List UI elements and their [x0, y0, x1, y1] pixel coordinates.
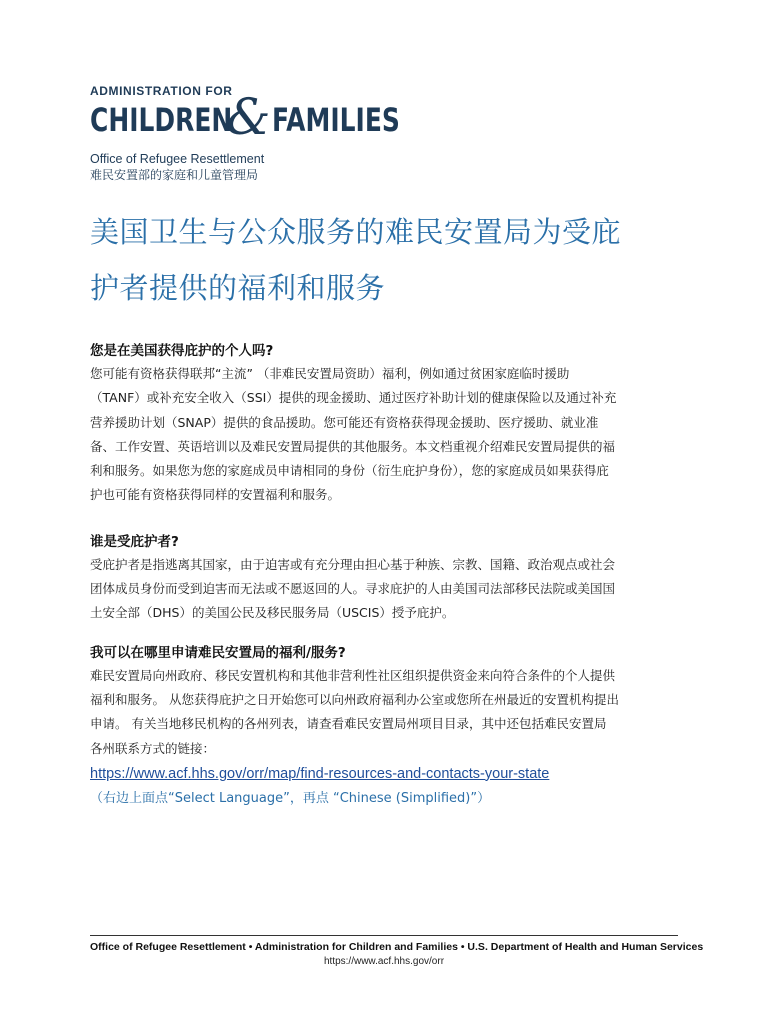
- logo-children-text: CHILDREN: [90, 101, 233, 139]
- logo-office-english: Office of Refugee Resettlement: [90, 152, 265, 166]
- section-paragraph: [90, 553, 684, 626]
- paragraph-line: 备、工作安置、英语培训以及难民安置局提供的其他服务。本文档重视介绍难民安置局提供的福: [90, 438, 616, 454]
- paragraph-line: 各州联系方式的链接：: [90, 740, 216, 756]
- paragraph-line: 您可能有资格获得联邦“主流” （非难民安置局资助）福利，例如通过贫困家庭临时援助: [90, 366, 570, 381]
- section-who-is-asylee: [90, 531, 684, 626]
- document-body: [90, 340, 684, 811]
- page-title-line-1: 美国卫生与公众服务的难民安置局为受庇: [90, 215, 622, 249]
- paragraph-line: 申请。 有关当地移民机构的各州列表，请查看难民安置局州项目目录，其中还包括难民安置局: [90, 716, 607, 732]
- state-resources-link[interactable]: https://www.acf.hhs.gov/orr/map/find-resources-and-contacts-your-state: [90, 765, 550, 782]
- paragraph-line: 受庇护者是指逃离其国家，由于迫害或有充分理由担心基于种族、宗教、国籍、政治观点或社会: [90, 556, 616, 572]
- paragraph-line: 护也可能有资格获得同样的安置福利和服务。: [90, 487, 341, 503]
- paragraph-line: （TANF）或补充安全收入（SSI）提供的现金援助、通过医疗补助计划的健康保险以及通过补充: [90, 390, 617, 406]
- paragraph-line: 福利和服务。 从您获得庇护之日开始您可以向州政府福利办公室或您所在州最近的安置机构提出: [90, 691, 619, 707]
- footer-divider: [90, 935, 678, 936]
- paragraph-line: 利和服务。如果您为您的家庭成员申请相同的身份（衍生庇护身份），您的家庭成员如果获得庇: [90, 463, 609, 479]
- section-asylee-individual: [90, 340, 684, 508]
- logo-office-chinese: 难民安置部的家庭和儿童管理局: [90, 168, 259, 182]
- paragraph-line: 团体成员身份而受到迫害而无法或不愿返回的人。寻求庇护的人由美国司法部移民法院或美国国: [90, 581, 616, 597]
- footer-organizations: Office of Refugee Resettlement • Administration for Children and Families • U.S. Department of Health and Human Services: [90, 941, 704, 953]
- section-where-to-apply: [90, 642, 684, 811]
- section-heading: 谁是受庇护者?: [90, 533, 179, 550]
- section-heading: 您是在美国获得庇护的个人吗?: [90, 343, 274, 359]
- paragraph-line: 难民安置局向州政府、移民安置机构和其他非营利性社区组织提供资金来向符合条件的个人提供: [90, 667, 616, 683]
- section-paragraph: [90, 362, 684, 508]
- logo-ampersand: &: [226, 88, 271, 146]
- paragraph-line: 土安全部（DHS）的美国公民及移民服务局（USCIS）授予庇护。: [90, 605, 455, 621]
- acf-logo: [90, 84, 410, 183]
- logo-admin-line: ADMINISTRATION FOR: [90, 84, 233, 98]
- section-heading: 我可以在哪里申请难民安置局的福利/服务?: [90, 644, 346, 661]
- language-selection-note: （右边上面点“Select Language”，再点 “Chinese (Simplified)”）: [90, 790, 491, 806]
- section-paragraph: [90, 664, 684, 761]
- footer-url: https://www.acf.hhs.gov/orr: [323, 956, 445, 967]
- page-title: [90, 204, 690, 316]
- page-title-line-2: 护者提供的福利和服务: [90, 271, 386, 305]
- paragraph-line: 营养援助计划（SNAP）提供的食品援助。您可能还有资格获得现金援助、医疗援助、就业准: [90, 414, 599, 430]
- logo-families-text: FAMILIES: [272, 101, 400, 139]
